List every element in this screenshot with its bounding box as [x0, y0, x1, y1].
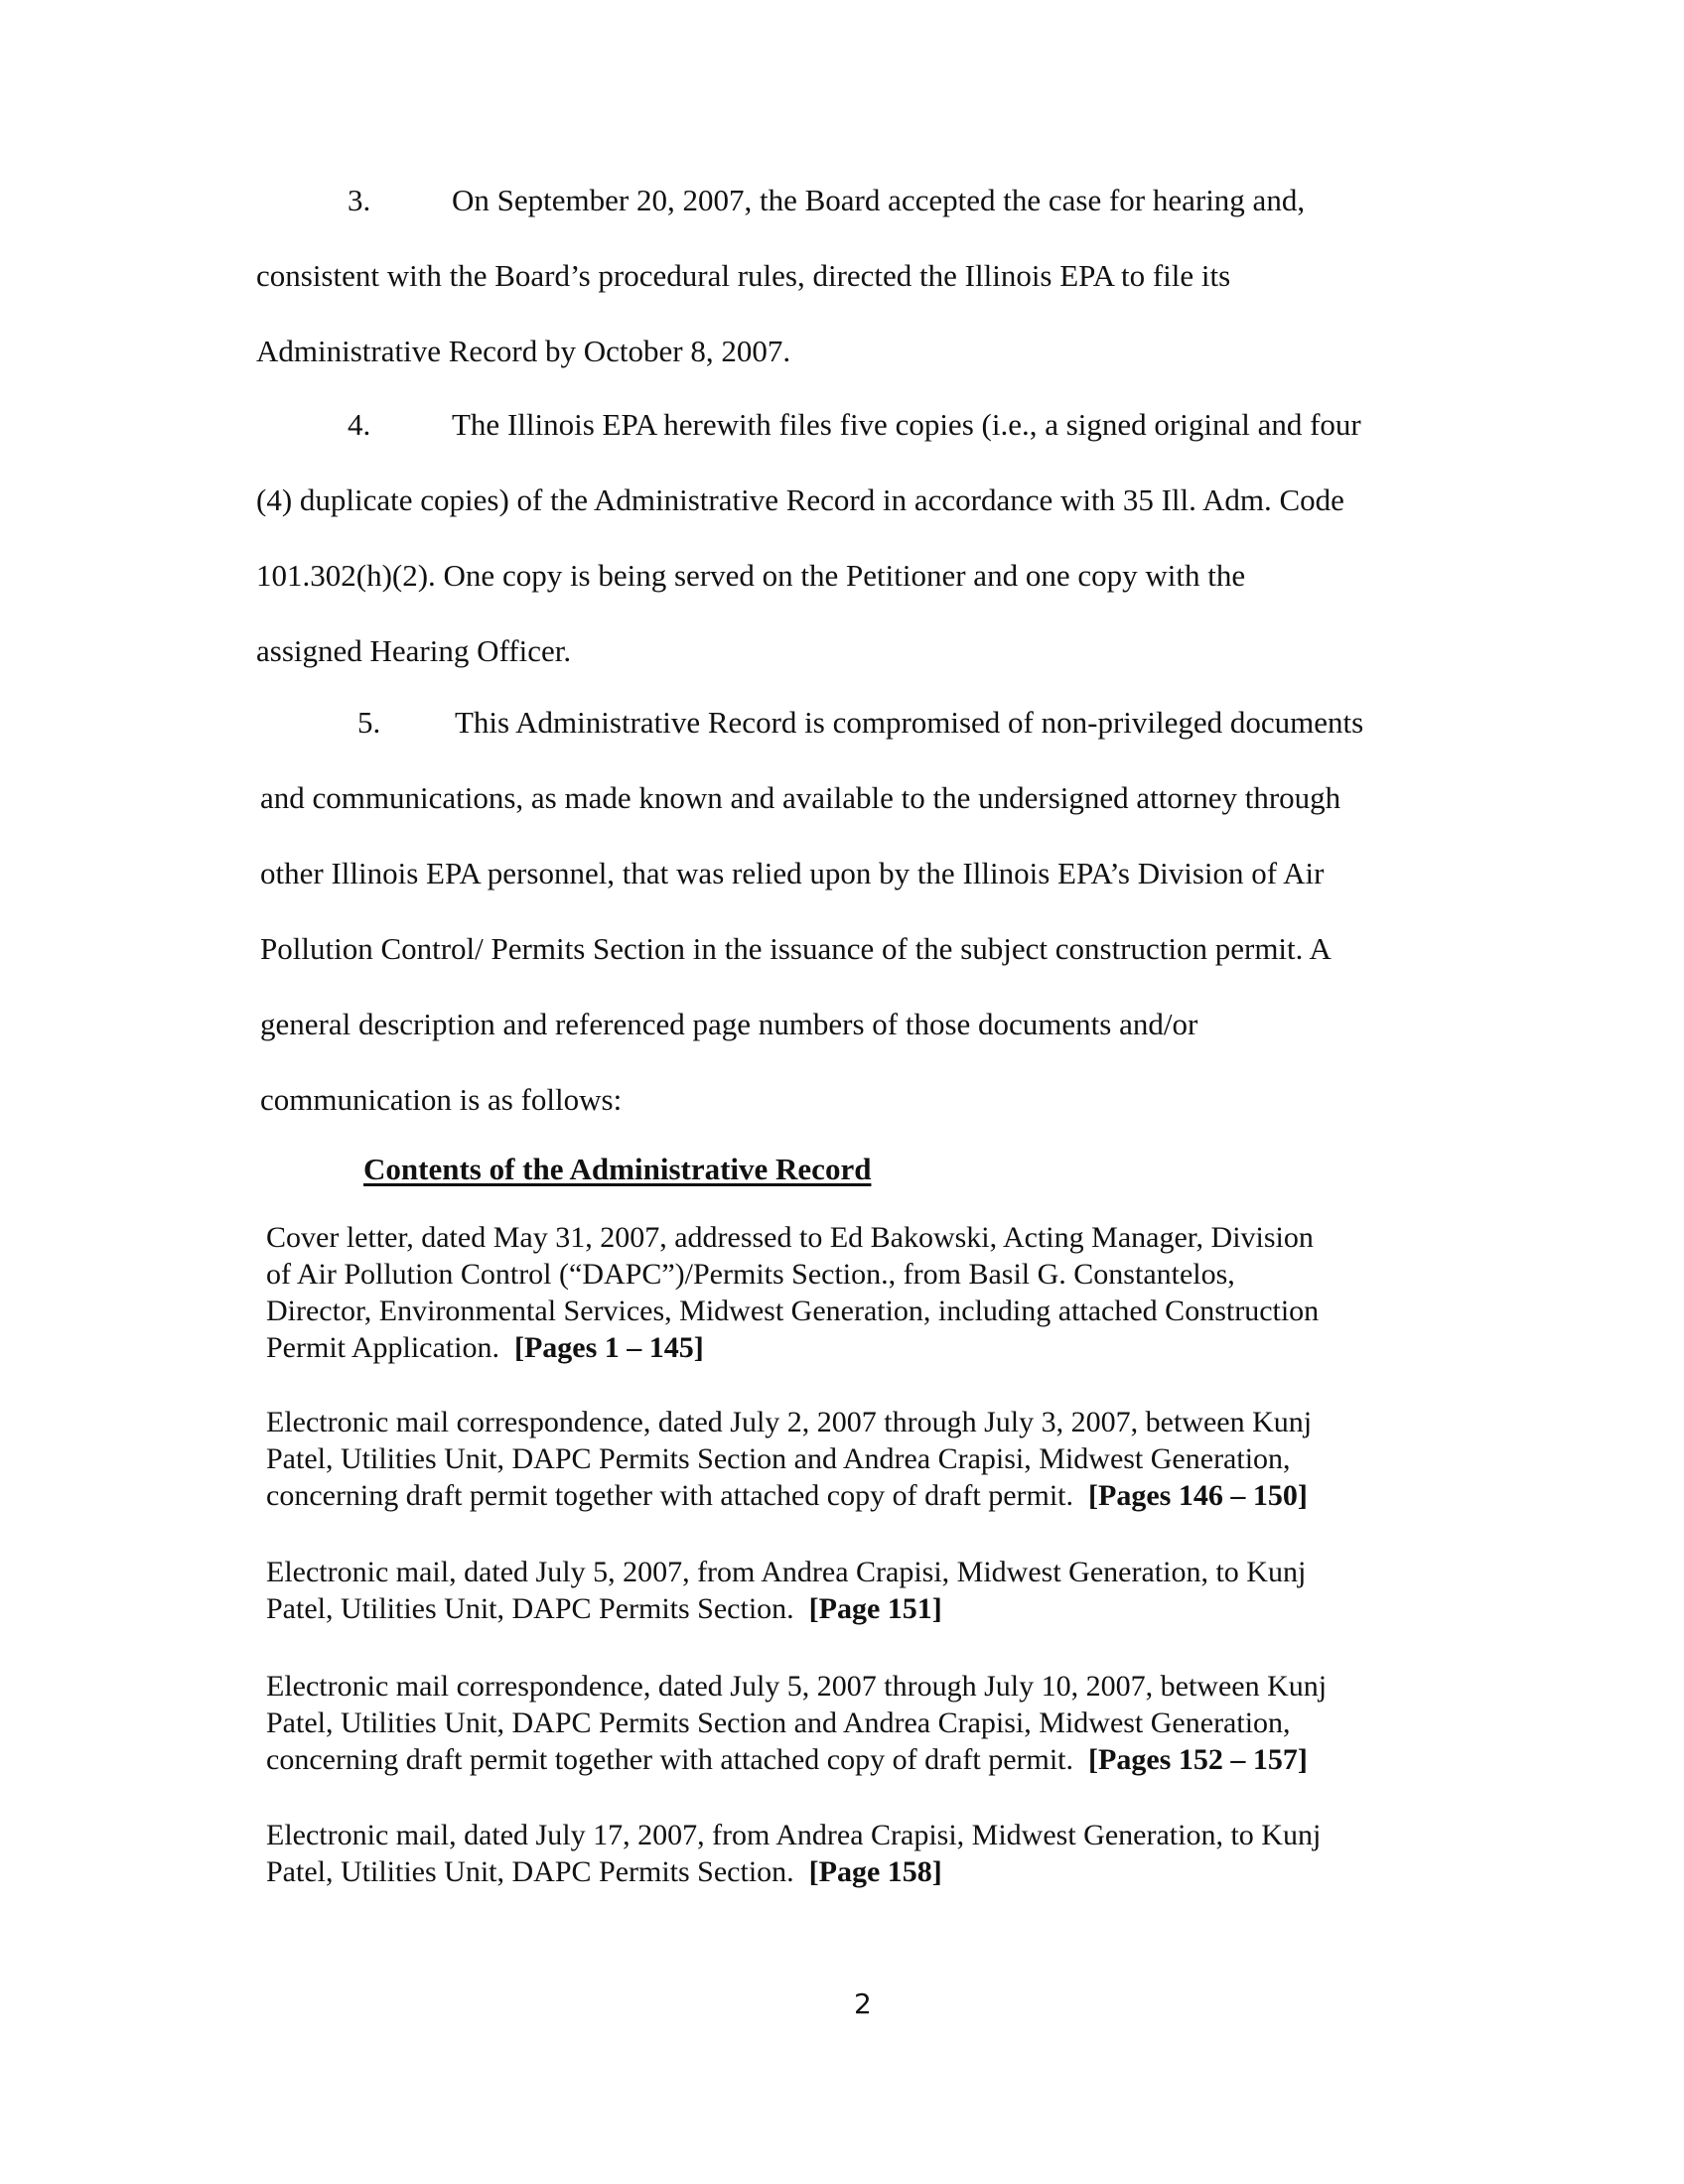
entry-line: [266, 1590, 1458, 1627]
paragraph-line: other Illinois EPA personnel, that was relied upon by the Illinois EPA’s Division of Air: [260, 856, 1325, 890]
entry-text: concerning draft permit together with attached copy of draft permit.: [266, 1743, 1074, 1776]
paragraph-number: 4.: [348, 407, 371, 442]
record-entry: [266, 1219, 1458, 1366]
paragraph-number: 3.: [348, 183, 371, 217]
entry-text: Patel, Utilities Unit, DAPC Permits Section.: [266, 1592, 794, 1625]
paragraph-text: On September 20, 2007, the Board accepted the case for hearing and,: [452, 183, 1306, 217]
record-entry: [266, 1554, 1458, 1627]
paragraph-line: general description and referenced page numbers of those documents and/or: [260, 1007, 1198, 1041]
entry-line: Director, Environmental Services, Midwest Generation, including attached Construction: [266, 1295, 1320, 1327]
paragraph-line: Administrative Record by October 8, 2007.: [256, 334, 791, 368]
entry-line: Patel, Utilities Unit, DAPC Permits Section and Andrea Crapisi, Midwest Generation,: [266, 1706, 1291, 1739]
paragraph-line: assigned Hearing Officer.: [256, 633, 572, 668]
paragraph-line: consistent with the Board’s procedural rules, directed the Illinois EPA to file its: [256, 258, 1231, 293]
paragraph-line: communication is as follows:: [260, 1082, 623, 1117]
entry-line: [266, 1477, 1458, 1514]
record-entry: [266, 1404, 1458, 1514]
page-reference: [Page 158]: [808, 1855, 942, 1888]
paragraph-5: [260, 703, 1462, 1156]
page-reference: [Pages 152 – 157]: [1088, 1743, 1308, 1776]
entry-line: [266, 1329, 1458, 1366]
paragraph-number: 5.: [357, 705, 381, 740]
paragraph-text: This Administrative Record is compromised of non-privileged documents: [455, 705, 1364, 740]
paragraph-line: [260, 703, 1462, 778]
paragraph-line: 101.302(h)(2). One copy is being served on the Petitioner and one copy with the: [256, 558, 1246, 593]
page-number: 2: [854, 1987, 872, 2020]
paragraph-line: (4) duplicate copies) of the Administrative Record in accordance with 35 Ill. Adm. Code: [256, 482, 1344, 517]
paragraph-line: Pollution Control/ Permits Section in the issuance of the subject construction permit. A: [260, 931, 1332, 966]
page-reference: [Pages 1 – 145]: [513, 1331, 704, 1364]
paragraph-line: [256, 181, 1458, 256]
contents-heading: Contents of the Administrative Record: [363, 1152, 872, 1186]
entry-line: [266, 1853, 1458, 1890]
entry-line: Electronic mail correspondence, dated July 5, 2007 through July 10, 2007, between Kunj: [266, 1670, 1328, 1703]
page-reference: [Pages 146 – 150]: [1088, 1479, 1308, 1512]
entry-line: of Air Pollution Control (“DAPC”)/Permits Section., from Basil G. Constantelos,: [266, 1258, 1235, 1291]
page-reference: [Page 151]: [808, 1592, 942, 1625]
entry-line: Cover letter, dated May 31, 2007, addressed to Ed Bakowski, Acting Manager, Division: [266, 1221, 1314, 1254]
paragraph-4: [256, 405, 1458, 707]
entry-line: Electronic mail correspondence, dated July 2, 2007 through July 3, 2007, between Kunj: [266, 1406, 1313, 1438]
entry-text: Permit Application.: [266, 1331, 499, 1364]
paragraph-line: and communications, as made known and available to the undersigned attorney through: [260, 780, 1341, 815]
paragraph-3: [256, 181, 1458, 407]
entry-line: Electronic mail, dated July 5, 2007, from Andrea Crapisi, Midwest Generation, to Kunj: [266, 1556, 1307, 1588]
entry-text: Patel, Utilities Unit, DAPC Permits Section.: [266, 1855, 794, 1888]
record-entry: [266, 1817, 1458, 1890]
paragraph-text: The Illinois EPA herewith files five copies (i.e., a signed original and four: [452, 407, 1361, 442]
entry-line: Electronic mail, dated July 17, 2007, from Andrea Crapisi, Midwest Generation, to Kunj: [266, 1819, 1322, 1851]
entry-line: [266, 1741, 1458, 1778]
paragraph-line: [256, 405, 1458, 480]
record-entry: [266, 1668, 1458, 1778]
entry-line: Patel, Utilities Unit, DAPC Permits Section and Andrea Crapisi, Midwest Generation,: [266, 1442, 1291, 1475]
entry-text: concerning draft permit together with attached copy of draft permit.: [266, 1479, 1074, 1512]
